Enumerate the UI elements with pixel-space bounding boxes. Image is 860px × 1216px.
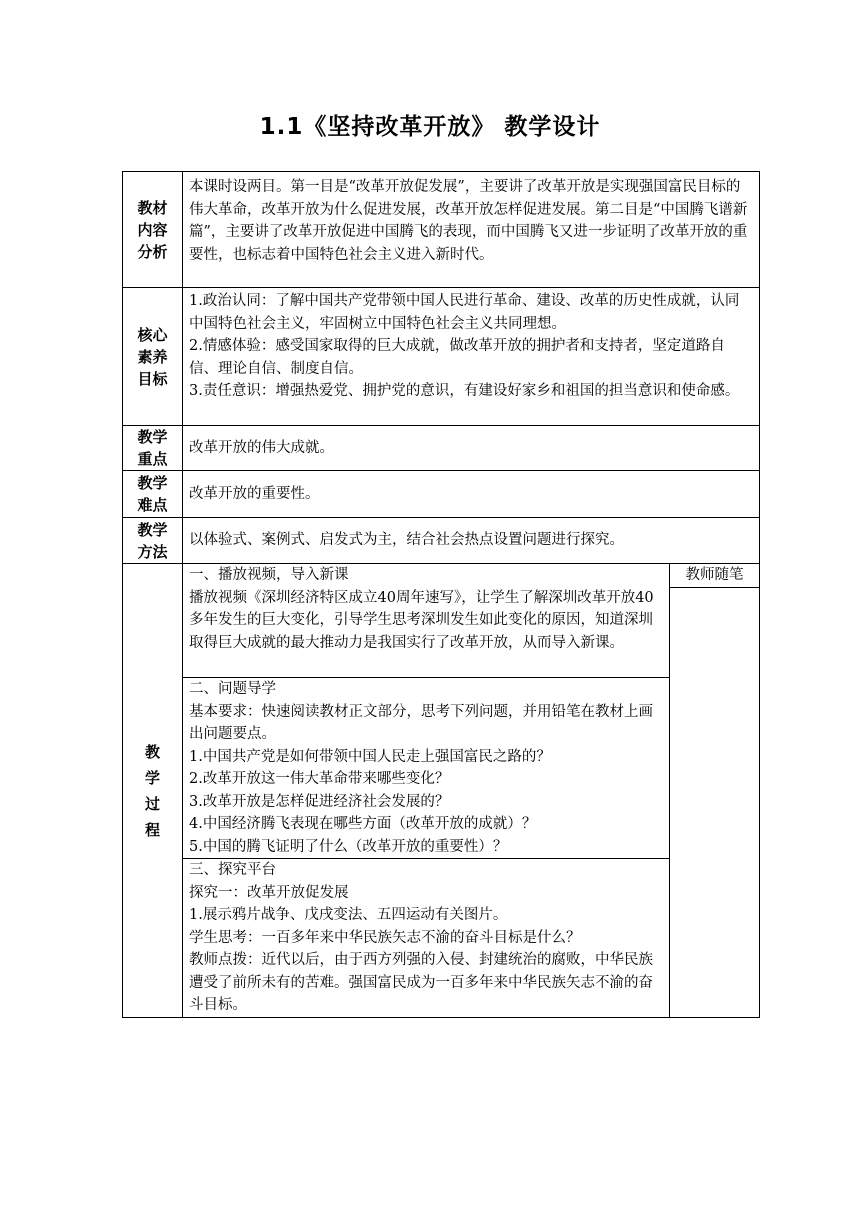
difficulty-row <box>123 471 760 518</box>
method-row <box>123 518 760 564</box>
process-section-explore <box>183 859 670 1018</box>
method-content: 以体验式、案例式、启发式为主，结合社会热点设置问题进行探究。 <box>183 518 760 564</box>
section-text: 1.展示鸦片战争、戊戌变法、五四运动有关图片。 <box>189 907 508 923</box>
goal-item: 3.责任意识：增强热爱党、拥护党的意识，有建设好家乡和祖国的担当意识和使命感。 <box>189 383 740 399</box>
analysis-text: 本课时设两目。第一目是“改革开放促发展”，主要讲了改革开放是实现强国富民目标的伟大革命，改革开放为什么促进发展，改革开放怎样促进发展。第二目是“中国腾飞谱新篇”，主要讲了改革开放促进中国腾飞的表现，而中国腾飞又进一步证明了改革开放的重要性，也标志着中国特色社会主义进入新时代。 <box>189 179 748 263</box>
analysis-label <box>123 172 183 288</box>
notes-header: 教师随笔 <box>670 564 760 588</box>
process-label <box>123 564 183 1018</box>
analysis-row <box>123 172 760 288</box>
question-item: 5.中国的腾飞证明了什么（改革开放的重要性）？ <box>189 838 508 855</box>
label-line: 教学 <box>137 474 168 492</box>
focus-content: 改革开放的伟大成就。 <box>183 426 760 471</box>
question-item: 3.改革开放是怎样促进经济社会发展的？ <box>189 793 450 810</box>
section-heading: 三、探究平台 <box>189 862 276 878</box>
lesson-plan-table <box>122 171 760 1018</box>
page-title: 1.1《坚持改革开放》 教学设计 <box>259 114 601 140</box>
label-line: 教学 <box>137 428 168 446</box>
label-line: 难点 <box>137 496 168 514</box>
process-row-3 <box>123 678 760 859</box>
difficulty-label <box>123 471 183 518</box>
section-heading: 一、播放视频，导入新课 <box>189 567 349 583</box>
goals-label <box>123 288 183 426</box>
question-item: 2.改革开放这一伟大革命带来哪些变化？ <box>189 771 450 787</box>
label-line: 素养 <box>137 347 168 366</box>
label-line: 重点 <box>137 450 168 468</box>
label-line: 学 <box>144 768 160 787</box>
section-text: 基本要求：快速阅读教材正文部分，思考下列问题，并用铅笔在教材上画出问题要点。 <box>189 703 653 742</box>
goals-row <box>123 288 760 426</box>
section-text: 播放视频《深圳经济特区成立40周年速写》，让学生了解深圳改革开放40多年发生的巨大变化，引导学生思考深圳发生如此变化的原因，知道深圳取得巨大成就的最大推动力是我国实行了改革开放，从而导入新课。 <box>189 589 654 651</box>
question-item: 4.中国经济腾飞表现在哪些方面（改革开放的成就）？ <box>189 816 537 832</box>
section-text: 教师点拨：近代以后，由于西方列强的入侵、封建统治的腐败，中华民族遭受了前所未有的苦难。强国富民成为一百多年来中华民族矢志不渝的奋斗目标。 <box>189 952 653 1013</box>
label-line: 核心 <box>137 325 168 344</box>
label-line: 过 <box>144 794 160 813</box>
section-subheading: 探究一：改革开放促发展 <box>189 884 349 901</box>
analysis-content <box>183 172 760 288</box>
label-line: 教材 <box>137 198 168 217</box>
goal-item: 2.情感体验：感受国家取得的巨大成就，做改革开放的拥护者和支持者，坚定道路自信、理论自信、制度自信。 <box>189 338 725 377</box>
label-line: 程 <box>144 820 160 839</box>
label-line: 方法 <box>137 542 168 561</box>
goal-item: 1.政治认同：了解中国共产党带领中国人民进行革命、建设、改革的历史性成就，认同中国特色社会主义，牢固树立中国特色社会主义共同理想。 <box>189 293 740 332</box>
process-row-1 <box>123 564 760 588</box>
goals-content <box>183 288 760 426</box>
method-label <box>123 518 183 564</box>
focus-row <box>123 426 760 471</box>
label-line: 内容 <box>137 220 168 239</box>
section-text: 学生思考：一百多年来中华民族矢志不渝的奋斗目标是什么？ <box>189 929 581 946</box>
label-line: 教 <box>144 742 160 761</box>
label-line: 分析 <box>137 242 168 261</box>
focus-label <box>123 426 183 471</box>
label-line: 目标 <box>137 369 168 388</box>
question-item: 1.中国共产党是如何带领中国人民走上强国富民之路的？ <box>189 748 551 765</box>
process-section-questions <box>183 678 670 859</box>
section-heading: 二、问题导学 <box>189 681 276 697</box>
label-line: 教学 <box>137 520 168 539</box>
process-section-intro <box>183 564 670 678</box>
difficulty-content: 改革开放的重要性。 <box>183 471 760 518</box>
notes-area[interactable] <box>670 587 760 1018</box>
process-row-4 <box>123 859 760 1018</box>
